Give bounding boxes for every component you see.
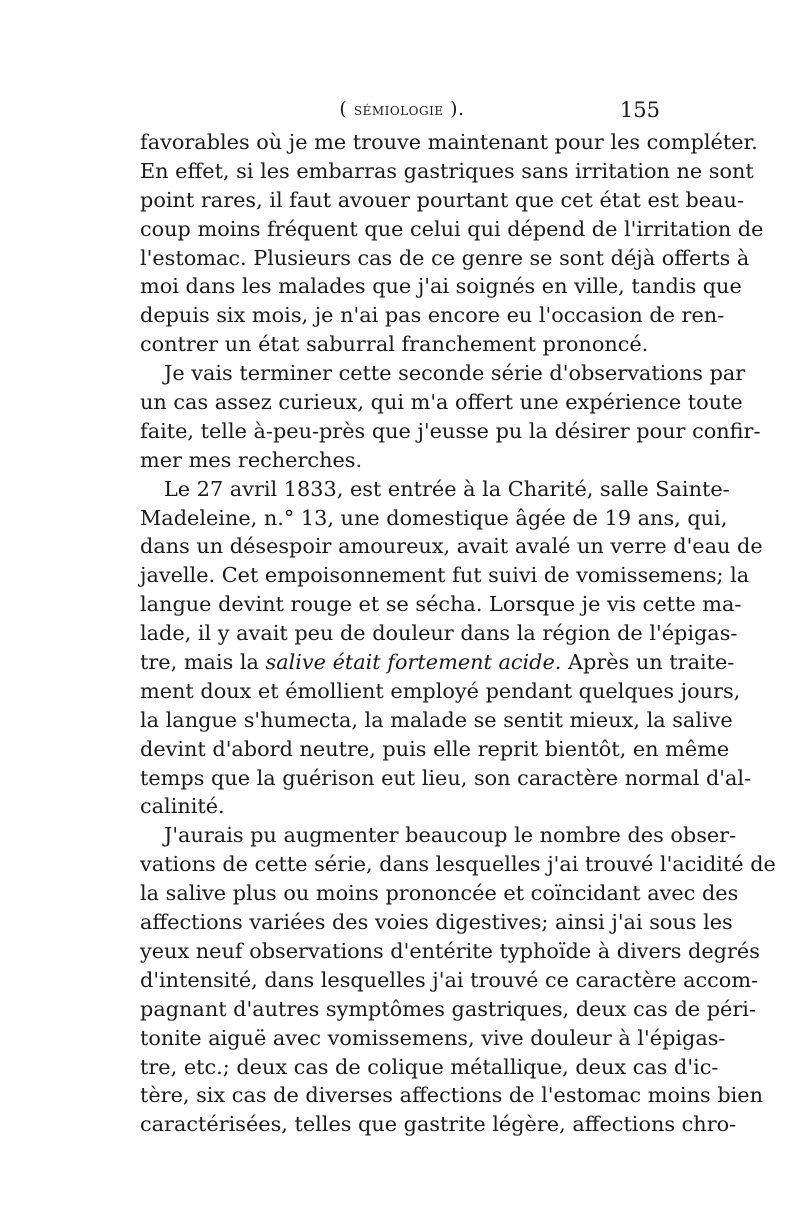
text-line: yeux neuf observations d'entérite typhoïde à divers degrés	[140, 938, 760, 963]
text-line: d'intensité, dans lesquelles j'ai trouvé ce caractère accom-	[140, 967, 759, 992]
text-line: caractérisées, telles que gastrite légère, affections chro-	[140, 1112, 737, 1137]
text-line: Madeleine, n.° 13, une domestique âgée de 19 ans, qui,	[140, 505, 728, 530]
running-head-close: ).	[443, 98, 465, 120]
text-line: contrer un état saburral franchement prononcé.	[140, 332, 649, 357]
text-line: ment doux et émollient employé pendant quelques jours,	[140, 678, 741, 703]
text-line: coup moins fréquent que celui qui dépend de l'irritation de	[140, 216, 764, 241]
text-line: faite, telle à-peu-près que j'eusse pu la désirer pour confir-	[140, 418, 761, 443]
text-line: depuis six mois, je n'ai pas encore eu l'occasion de ren-	[140, 303, 725, 328]
text-line: la langue s'humecta, la malade se sentit mieux, la salive	[140, 707, 733, 732]
page-header	[140, 98, 664, 130]
text-line: En effet, si les embarras gastriques sans irritation ne sont	[140, 158, 754, 183]
text-line: un cas assez curieux, qui m'a offert une expérience toute	[140, 390, 743, 415]
running-head	[140, 98, 664, 120]
text-line	[140, 648, 735, 677]
text-line: l'estomac. Plusieurs cas de ce genre se sont déjà offerts à	[140, 245, 750, 270]
text-line: moi dans les malades que j'ai soignés en ville, tandis que	[140, 274, 742, 299]
running-head-title: sémiologie	[353, 100, 444, 120]
text-line: vations de cette série, dans lesquelles j'ai trouvé l'acidité de	[140, 852, 776, 877]
text-line: temps que la guérison eut lieu, son caractère normal d'al-	[140, 765, 752, 790]
text-line: tonite aiguë avec vomissemens, vive douleur à l'épigas-	[140, 1025, 726, 1050]
text-line: Le 27 avril 1833, est entrée à la Charité, salle Sainte-	[164, 476, 730, 501]
text-line: devint d'abord neutre, puis elle reprit bientôt, en même	[140, 736, 730, 761]
line-text-after: Après un traite-	[561, 650, 735, 675]
text-line: javelle. Cet empoisonnement fut suivi de vomissemens; la	[140, 563, 750, 588]
text-line: J'aurais pu augmenter beaucoup le nombre des obser-	[164, 823, 737, 848]
running-head-open: (	[339, 98, 354, 120]
text-line: pagnant d'autres symptômes gastriques, deux cas de péri-	[140, 996, 756, 1021]
text-line: langue devint rouge et se sécha. Lorsque je vis cette ma-	[140, 592, 742, 617]
page-number: 155	[619, 98, 660, 122]
line-text-before: tre, mais la	[140, 650, 266, 675]
text-line: affections variées des voies digestives; ainsi j'ai sous les	[140, 910, 733, 935]
text-line: mer mes recherches.	[140, 447, 363, 472]
text-line: favorables où je me trouve maintenant pour les compléter.	[140, 130, 758, 154]
text-line: tre, etc.; deux cas de colique métallique, deux cas d'ic-	[140, 1054, 719, 1079]
text-line: calinité.	[140, 794, 225, 819]
text-line: dans un désespoir amoureux, avait avalé un verre d'eau de	[140, 534, 763, 559]
text-line: Je vais terminer cette seconde série d'observations par	[164, 361, 746, 386]
text-line: point rares, il faut avouer pourtant que cet état est beau-	[140, 187, 744, 212]
text-line: lade, il y avait peu de douleur dans la région de l'épigas-	[140, 621, 738, 646]
text-line: la salive plus ou moins prononcée et coïncidant avec des	[140, 881, 739, 906]
emphasized-phrase: salive était fortement acide.	[265, 650, 562, 675]
text-line: tère, six cas de diverses affections de l'estomac moins bien	[140, 1083, 763, 1108]
body-text	[140, 128, 776, 1139]
